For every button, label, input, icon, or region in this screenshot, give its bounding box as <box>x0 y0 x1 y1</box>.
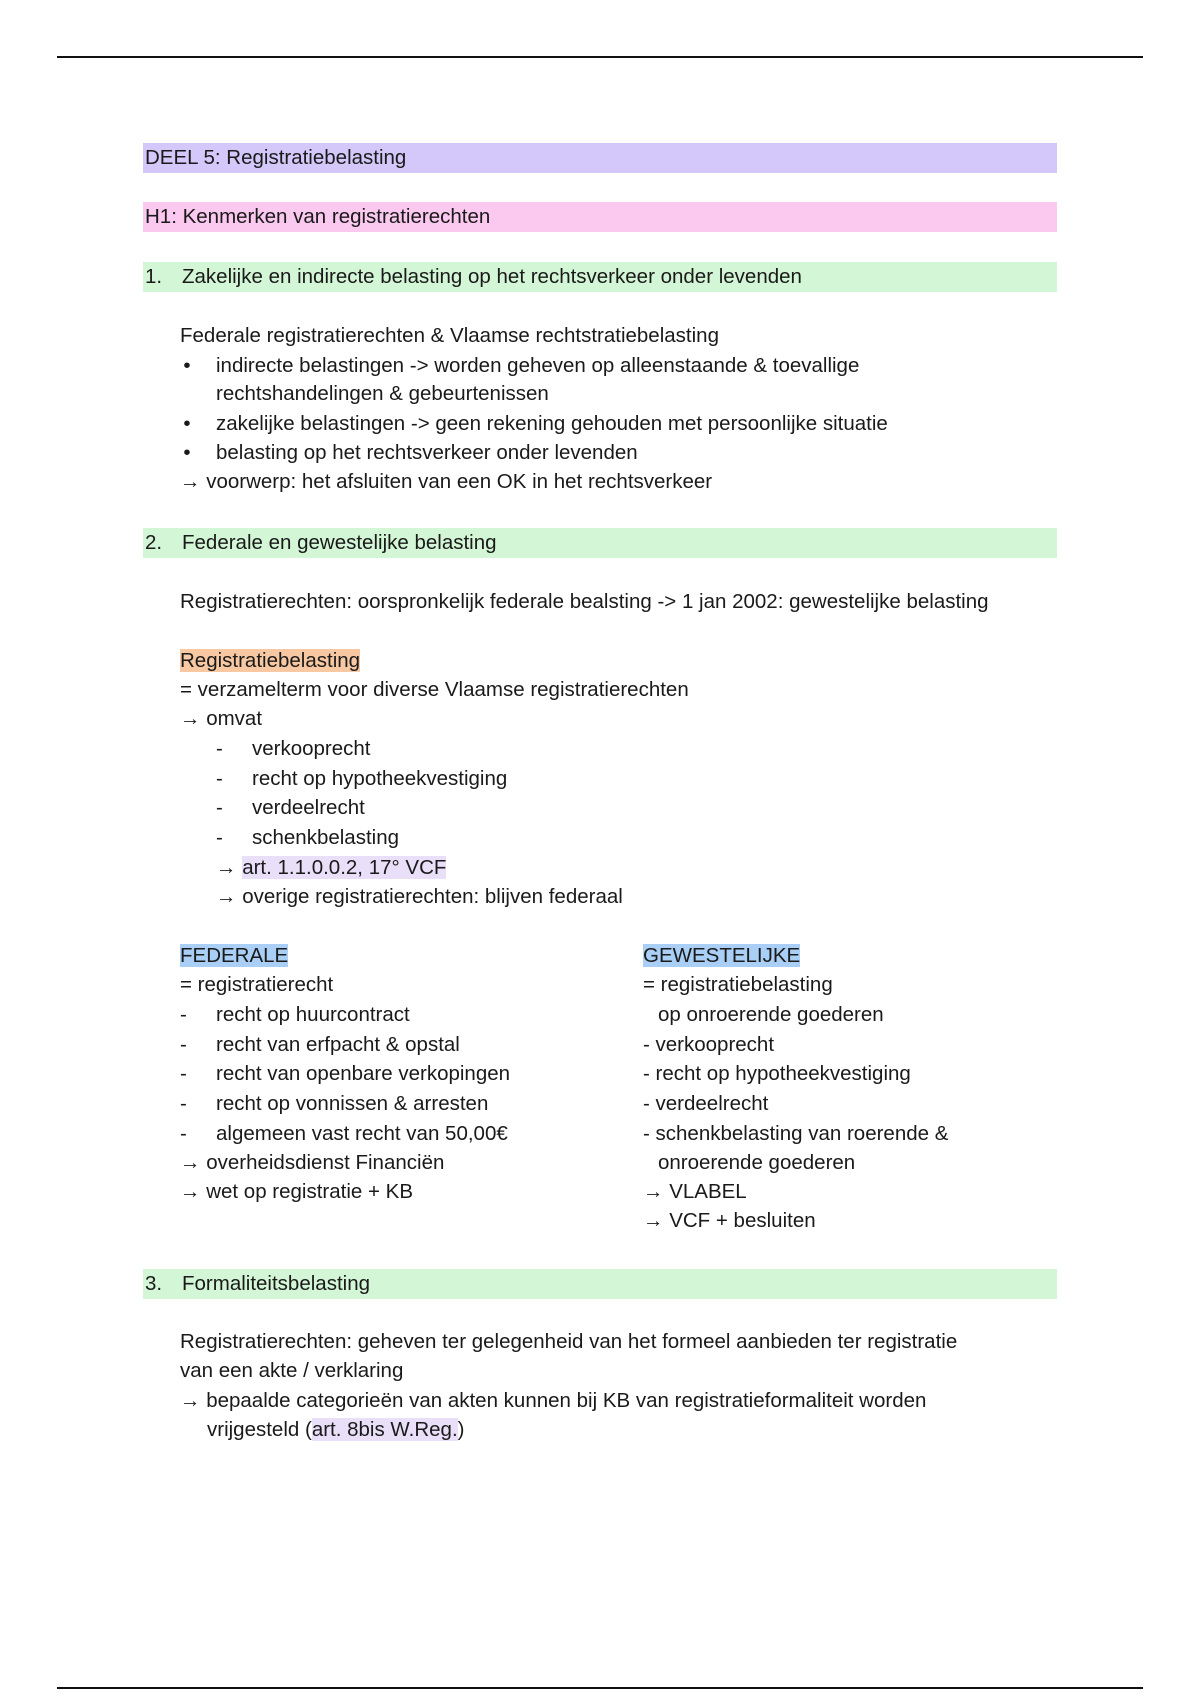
chapter-heading-text: H1: Kenmerken van registratierechten <box>145 205 491 228</box>
federale-heading-text: FEDERALE <box>180 944 289 967</box>
dash-marker: - <box>216 767 223 790</box>
bullet-2: zakelijke belastingen -> geen rekening gehouden met persoonlijke situatie <box>216 412 888 435</box>
section-2-intro: Registratierechten: oorspronkelijk federale bealsting -> 1 jan 2002: gewestelijke belasting <box>180 590 989 613</box>
gewestelijke-definition-line-2: op onroerende goederen <box>658 1003 884 1026</box>
section-3-line-1: Registratierechten: geheven ter gelegenheid van het formeel aanbieden ter registratie <box>180 1330 958 1353</box>
federale-item-3: recht van openbare verkopingen <box>216 1062 511 1085</box>
part-heading <box>143 143 1057 173</box>
ref-line <box>216 855 446 881</box>
gewestelijke-item-3: - verdeelrecht <box>643 1092 769 1115</box>
section-1-title: Zakelijke en indirecte belasting op het rechtsverkeer onder levenden <box>182 265 802 288</box>
bullet-marker: • <box>183 354 191 377</box>
dash-marker: - <box>180 1062 187 1085</box>
article-reference: art. 1.1.0.0.2, 17° VCF <box>242 856 447 879</box>
part-heading-text: DEEL 5: Registratiebelasting <box>145 146 407 169</box>
arrow-icon: → <box>216 885 237 908</box>
bullet-marker: • <box>183 441 191 464</box>
footer-rule <box>57 1687 1143 1689</box>
omvat-line: → omvat <box>180 707 263 730</box>
gewestelijke-item-1: - verkooprecht <box>643 1033 775 1056</box>
term-highlight: Registratiebelasting <box>180 649 361 672</box>
line-4-suffix: ) <box>457 1418 465 1441</box>
overige-line <box>216 884 623 910</box>
gewestelijke-heading-text: GEWESTELIJKE <box>643 944 801 967</box>
bullet-marker: • <box>183 412 191 435</box>
arrow-icon: → <box>216 856 237 879</box>
federale-heading <box>180 943 288 969</box>
header-rule <box>57 56 1143 58</box>
dash-marker: - <box>180 1003 187 1026</box>
omvat-item-3: verdeelrecht <box>252 796 365 819</box>
section-1-conclusion: → voorwerp: het afsluiten van een OK in het rechtsverkeer <box>180 470 713 493</box>
section-1-number: 1. <box>145 265 163 288</box>
dash-marker: - <box>180 1033 187 1056</box>
gewestelijke-heading <box>643 943 800 969</box>
omvat-item-1: verkooprecht <box>252 737 371 760</box>
dash-marker: - <box>180 1092 187 1115</box>
federale-item-1: recht op huurcontract <box>216 1003 410 1026</box>
federale-item-5: algemeen vast recht van 50,00€ <box>216 1122 508 1145</box>
section-3-line-2: van een akte / verklaring <box>180 1359 404 1382</box>
section-3-number: 3. <box>145 1272 163 1295</box>
article-reference: art. 8bis W.Reg. <box>311 1418 458 1441</box>
line-4-prefix: vrijgesteld ( <box>207 1418 312 1441</box>
overige-text: overige registratierechten: blijven federaal <box>242 885 623 908</box>
section-3-heading <box>143 1269 1057 1299</box>
section-3-title: Formaliteitsbelasting <box>182 1272 370 1295</box>
dash-marker: - <box>180 1122 187 1145</box>
omvat-item-4: schenkbelasting <box>252 826 400 849</box>
gewestelijke-definition-line-1: = registratiebelasting <box>643 973 833 996</box>
gewestelijke-item-2: - recht op hypotheekvestiging <box>643 1062 911 1085</box>
bullet-3: belasting op het rechtsverkeer onder levenden <box>216 441 638 464</box>
term-definition: = verzamelterm voor diverse Vlaamse registratierechten <box>180 678 689 701</box>
bullet-1-line-1: indirecte belastingen -> worden geheven op alleenstaande & toevallige <box>216 354 860 377</box>
section-3-line-3: → bepaalde categorieën van akten kunnen bij KB van registratieformaliteit worden <box>180 1389 927 1412</box>
section-1-intro: Federale registratierechten & Vlaamse rechtstratiebelasting <box>180 324 719 347</box>
gewestelijke-conclusion-2: → VCF + besluiten <box>643 1209 816 1232</box>
term-heading <box>180 648 360 674</box>
section-2-title: Federale en gewestelijke belasting <box>182 531 497 554</box>
federale-conclusion-1: → overheidsdienst Financiën <box>180 1151 445 1174</box>
section-1-heading <box>143 262 1057 292</box>
bullet-1-line-2: rechtshandelingen & gebeurtenissen <box>216 382 549 405</box>
federale-item-2: recht van erfpacht & opstal <box>216 1033 460 1056</box>
chapter-heading <box>143 202 1057 232</box>
gewestelijke-item-4-line-1: - schenkbelasting van roerende & <box>643 1122 949 1145</box>
gewestelijke-conclusion-1: → VLABEL <box>643 1180 747 1203</box>
dash-marker: - <box>216 737 223 760</box>
dash-marker: - <box>216 796 223 819</box>
omvat-item-2: recht op hypotheekvestiging <box>252 767 508 790</box>
federale-conclusion-2: → wet op registratie + KB <box>180 1180 414 1203</box>
gewestelijke-item-4-line-2: onroerende goederen <box>658 1151 856 1174</box>
dash-marker: - <box>216 826 223 849</box>
federale-item-4: recht op vonnissen & arresten <box>216 1092 489 1115</box>
section-2-heading <box>143 528 1057 558</box>
section-2-number: 2. <box>145 531 163 554</box>
section-3-line-4 <box>207 1417 464 1443</box>
federale-definition: = registratierecht <box>180 973 334 996</box>
